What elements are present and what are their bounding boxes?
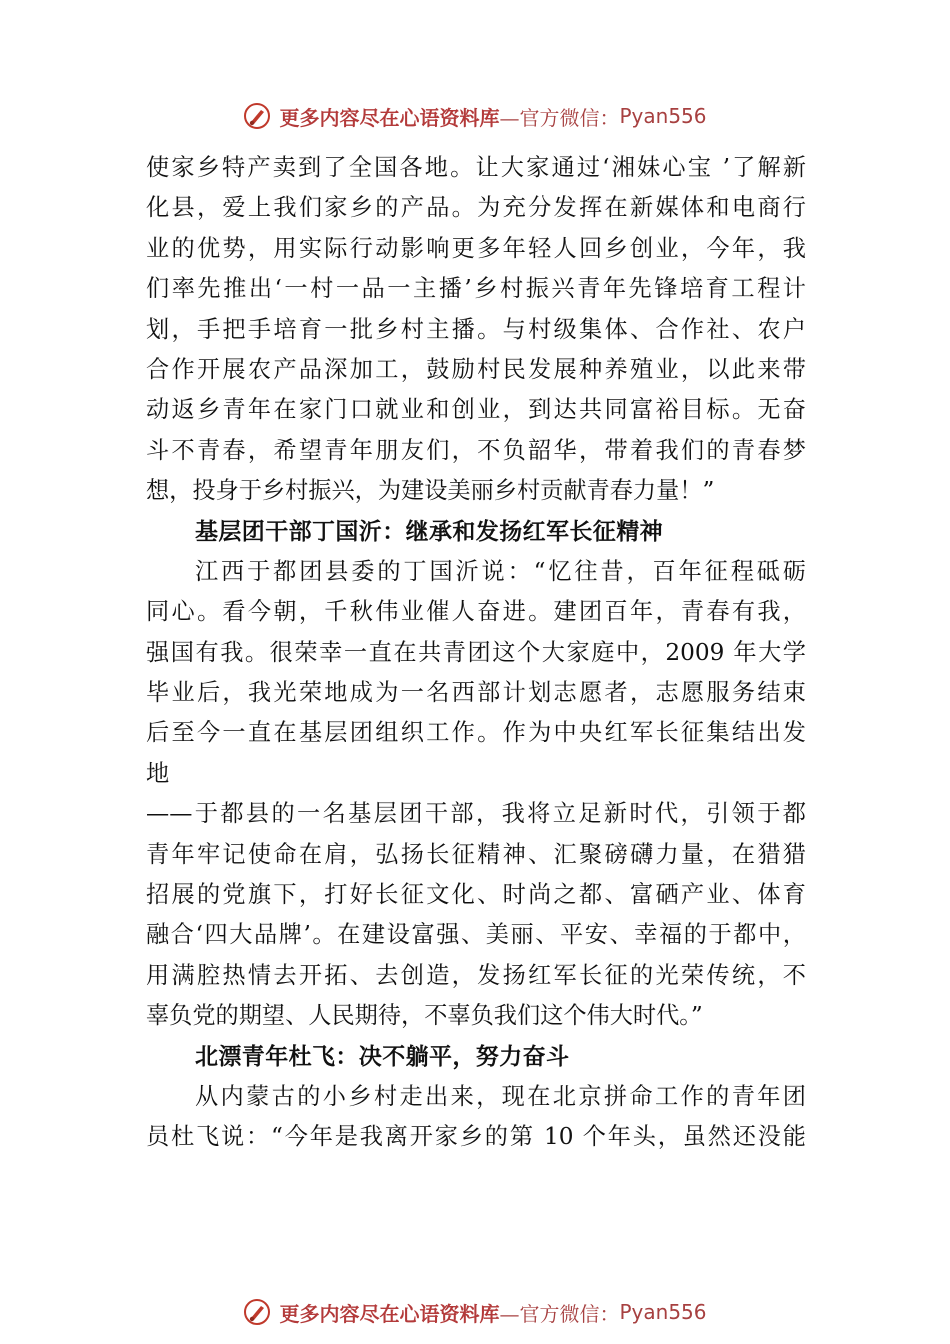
text-line: 动返乡青年在家门口就业和创业，到达共同富裕目标。无奋 [146, 396, 806, 424]
article-body [146, 148, 806, 1158]
text-line: 强国有我。很荣幸一直在共青团这个大家庭中，2009 年大学 [146, 638, 806, 666]
footer-brand-text: 更多内容尽在心语资料库 [279, 1301, 500, 1326]
section-heading: 基层团干部丁国沂：继承和发扬红军长征精神 [195, 518, 663, 545]
text-line: ——于都县的一名基层团干部，我将立足新时代，引领于都 [146, 800, 806, 828]
footer-wechat-label: —官方微信： [499, 1301, 620, 1326]
text-line: 划，手把手培育一批乡村主播。与村级集体、合作社、农户 [146, 315, 806, 343]
text-line: 青年牢记使命在肩，弘扬长征精神、汇聚磅礴力量，在猎猎 [146, 840, 806, 868]
text-line: 合作开展农产品深加工，鼓励村民发展种养殖业，以此来带 [146, 355, 806, 383]
brush-logo-icon [243, 102, 271, 130]
text-line: 辜负党的期望、人民期待，不辜负我们这个伟大时代。” [146, 1002, 703, 1030]
text-line: 想，投身于乡村振兴，为建设美丽乡村贡献青春力量！” [146, 477, 715, 505]
text-line: 员杜飞说：“今年是我离开家乡的第 10 个年头，虽然还没能 [146, 1123, 806, 1151]
text-line: 同心。看今朝，千秋伟业催人奋进。建团百年，青春有我， [146, 598, 806, 626]
text-line: 招展的党旗下，打好长征文化、时尚之都、富硒产业、体育 [146, 881, 806, 909]
text-line: 用满腔热情去开拓、去创造，发扬红军长征的光荣传统，不 [146, 961, 806, 989]
text-line: 地 [146, 759, 170, 787]
section-heading: 北漂青年杜飞：决不躺平，努力奋斗 [195, 1043, 570, 1070]
text-line: 从内蒙古的小乡村走出来，现在北京拼命工作的青年团 [195, 1082, 806, 1110]
text-line: 融合‘四大品牌’。在建设富强、美丽、平安、幸福的于都中， [146, 921, 806, 949]
text-line: 江西于都团县委的丁国沂说：“忆往昔，百年征程砥砺 [195, 557, 806, 585]
text-line: 业的优势，用实际行动影响更多年轻人回乡创业，今年，我 [146, 234, 806, 262]
header-wechat-label: —官方微信： [499, 105, 620, 130]
brush-logo-icon [243, 1298, 271, 1326]
page-footer [0, 1292, 950, 1332]
page-header [0, 96, 950, 136]
text-line: 后至今一直在基层团组织工作。作为中央红军长征集结出发 [146, 719, 806, 747]
text-line: 们率先推出‘一村一品一主播’乡村振兴青年先锋培育工程计 [146, 275, 806, 303]
text-line: 化县，爱上我们家乡的产品。为充分发挥在新媒体和电商行 [146, 194, 806, 222]
text-line: 斗不青春，希望青年朋友们，不负韶华，带着我们的青春梦 [146, 436, 806, 464]
header-brand-text: 更多内容尽在心语资料库 [279, 105, 500, 130]
text-line: 毕业后，我光荣地成为一名西部计划志愿者，志愿服务结束 [146, 679, 806, 707]
footer-wechat-account: Pyan556 [619, 1300, 707, 1324]
text-line: 使家乡特产卖到了全国各地。让大家通过‘湘妹心宝 ’了解新 [146, 154, 806, 181]
header-wechat-account: Pyan556 [619, 104, 707, 128]
